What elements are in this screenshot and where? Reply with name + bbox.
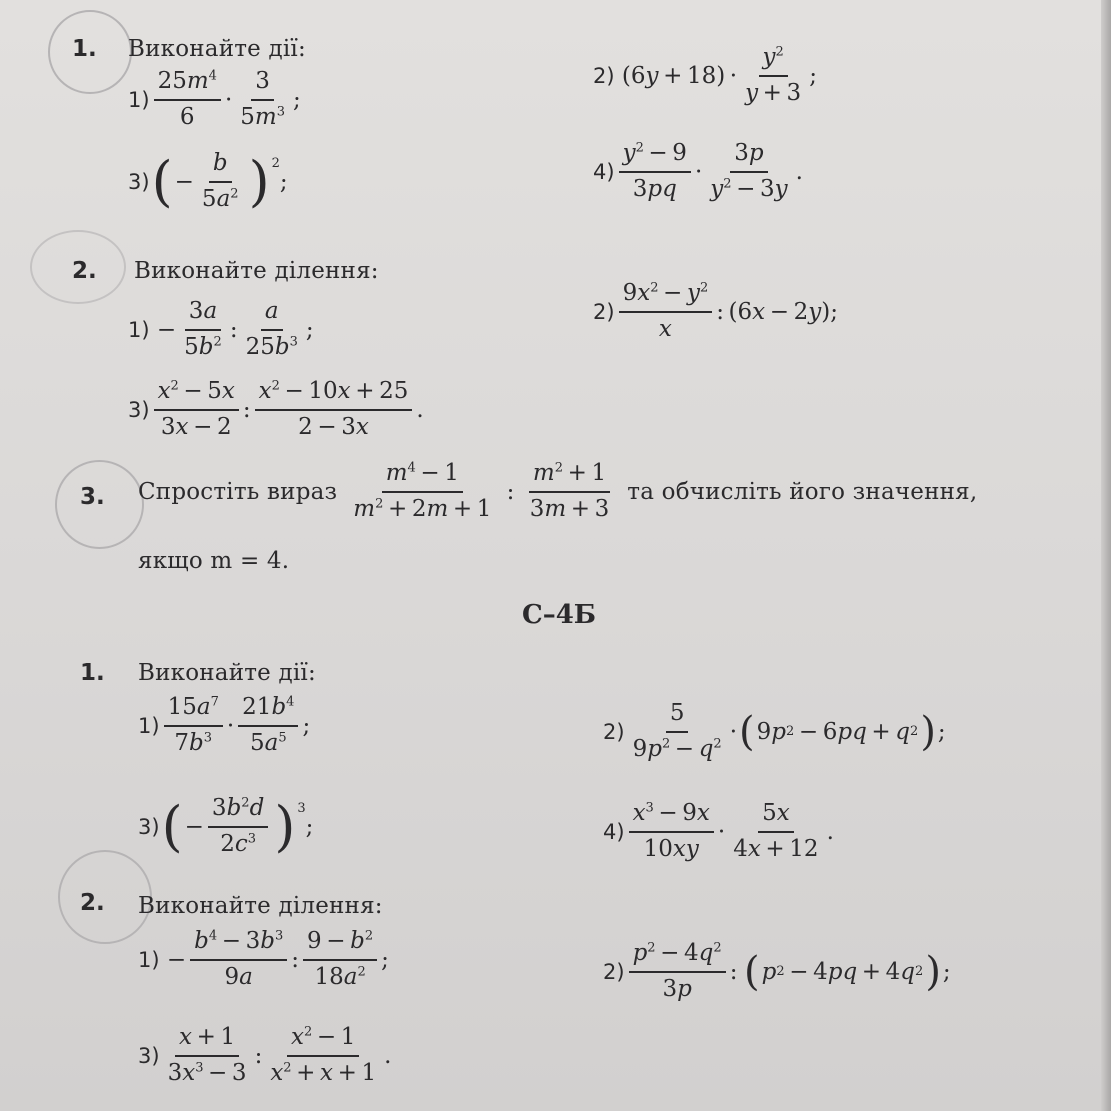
task2-expr-3: 3) $\frac{x^2 - 5x}{3x - 2}$ : $\frac{x^2 - 10x + 25}{2 - 3x}$ .: [128, 378, 424, 440]
task2-expr-1: 1) − $\frac{3a}{5b^2}$ : $\frac{a}{25b^3}$ ;: [128, 298, 314, 360]
item-label: 3): [128, 397, 150, 422]
variant-title: С–4Б: [522, 600, 597, 630]
task1-expr-2: 2) (6 y + 18) · $\frac{y^2}{y + 3}$ ;: [593, 44, 817, 106]
task3-expression: Спростіть вираз $\frac{m^4 - 1}{m^2 + 2m + 1}$ : $\frac{m^2 + 1}{3m + 3}$ та обчисліть його значення,: [138, 460, 978, 522]
item-label: 2): [603, 959, 625, 984]
item-label: 1): [128, 87, 150, 112]
item-label: 4): [603, 819, 625, 844]
task3-number: 3.: [80, 484, 105, 510]
b-task2-expr-2: 2) $\frac{p^2 - 4q^2}{3p}$ : ( p 2 − 4 pq + 4 q 2 ) ;: [603, 940, 951, 1002]
b-task1-expr-2: 2) $\frac{5}{9p^2 - q^2}$ · ( 9 p 2 − 6 pq + q 2 ) ;: [603, 700, 946, 762]
task1-number: 1.: [72, 36, 97, 62]
item-label: 2): [593, 299, 615, 324]
item-label: 2): [603, 719, 625, 744]
item-label: 4): [593, 159, 615, 184]
item-label: 3): [138, 814, 160, 839]
task1-heading: Виконайте дії:: [128, 36, 306, 62]
task1-expr-4: 4) $\frac{y^2 - 9}{3pq}$ · $\frac{3p}{y^2 - 3y}$ .: [593, 140, 803, 202]
b-task2-heading: Виконайте ділення:: [138, 893, 383, 919]
page-edge-shadow: [1101, 0, 1111, 1111]
b-task1-expr-3: 3) ( − $\frac{3b^2d}{2c^3}$ ) $^3$ ;: [138, 794, 314, 858]
b-task2-expr-3: 3) $\frac{x + 1}{3x^3 - 3}$ : $\frac{x^2 - 1}{x^2 + x + 1}$ .: [138, 1024, 392, 1086]
b-task1-number: 1.: [80, 660, 105, 686]
b-task1-expr-4: 4) $\frac{x^3 - 9x}{10xy}$ · $\frac{5x}{4x + 12}$ .: [603, 800, 834, 862]
task2-expr-2: 2) $\frac{9x^2 - y^2}{x}$ : (6 x − 2 y );: [593, 280, 838, 342]
item-label: 3): [138, 1043, 160, 1068]
b-task2-expr-1: 1) − $\frac{b^4 - 3b^3}{9a}$ : $\frac{9 - b^2}{18a^2}$ ;: [138, 928, 389, 990]
b-task1-heading: Виконайте дії:: [138, 660, 316, 686]
task1-expr-1: 1) $\frac{25m^4}{6}$ · $\frac{3}{5m^3}$ ;: [128, 68, 301, 130]
task2-heading: Виконайте ділення:: [134, 258, 379, 284]
task3-condition: якщо m = 4.: [138, 548, 290, 574]
item-label: 1): [138, 947, 160, 972]
task3-prefix: Спростіть вираз: [138, 478, 338, 505]
item-label: 1): [138, 713, 160, 738]
b-task2-number: 2.: [80, 890, 105, 916]
item-label: 3): [128, 169, 150, 194]
task3-suffix: та обчисліть його значення,: [627, 478, 978, 505]
task1-expr-3: 3) ( − $\frac{b}{5a^2}$ ) $^2$ ;: [128, 149, 288, 213]
b-task1-expr-1: 1) $\frac{15a^7}{7b^3}$ · $\frac{21b^4}{5a^5}$ ;: [138, 694, 311, 756]
item-label: 2): [593, 63, 615, 88]
item-label: 1): [128, 317, 150, 342]
task2-number: 2.: [72, 258, 97, 284]
